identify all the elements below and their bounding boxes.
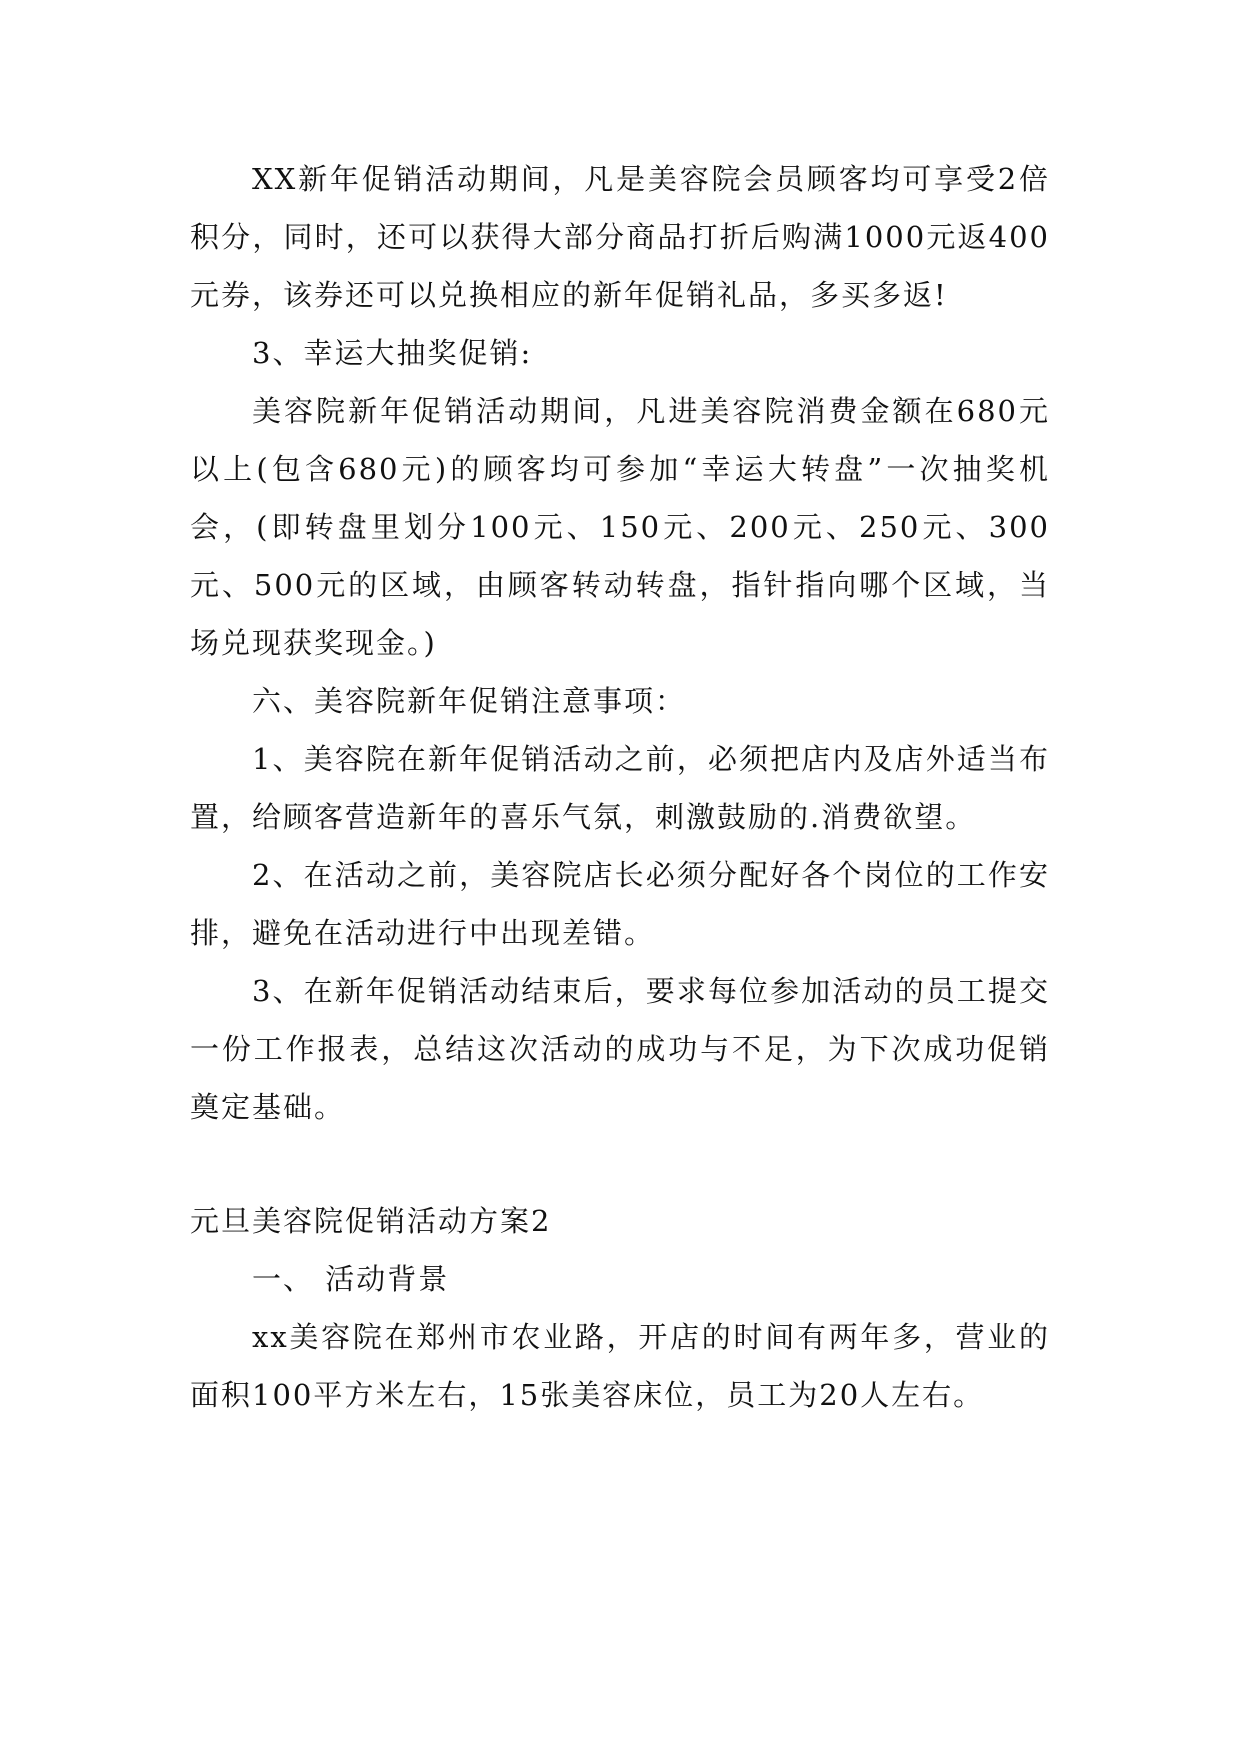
section-title: 元旦美容院促销活动方案2 bbox=[190, 1204, 552, 1238]
paragraph-note-1: 1、美容院在新年促销活动之前，必须把店内及店外适当布置，给顾客营造新年的喜乐气氛，刺激鼓励的.消费欲望。 bbox=[190, 742, 1050, 834]
paragraph-lucky-draw: 美容院新年促销活动期间，凡进美容院消费金额在680元以上(包含680元)的顾客均可参加“幸运大转盘”一次抽奖机会，(即转盘里划分100元、150元、200元、250元、300元、500元的区域，由顾客转动转盘，指针指向哪个区域，当场兑现获奖现金。) bbox=[190, 394, 1050, 660]
section-heading: 一、 活动背景 bbox=[252, 1262, 450, 1296]
paragraph-notes-heading: 六、美容院新年促销注意事项： bbox=[252, 684, 687, 718]
paragraph-note-3: 3、在新年促销活动结束后，要求每位参加活动的员工提交一份工作报表，总结这次活动的成功与不足，为下次成功促销奠定基础。 bbox=[190, 974, 1050, 1124]
section-paragraph: xx美容院在郑州市农业路，开店的时间有两年多，营业的面积100平方米左右，15张美容床位，员工为20人左右。 bbox=[190, 1320, 1050, 1412]
paragraph-note-2: 2、在活动之前，美容院店长必须分配好各个岗位的工作安排，避免在活动进行中出现差错。 bbox=[190, 858, 1050, 950]
paragraph-lucky-draw-heading: 3、幸运大抽奖促销: bbox=[252, 336, 533, 370]
document-body bbox=[190, 150, 1050, 1424]
paragraph-member-points: XX新年促销活动期间，凡是美容院会员顾客均可享受2倍积分，同时，还可以获得大部分商品打折后购满1000元返400元券，该券还可以兑换相应的新年促销礼品，多买多返! bbox=[190, 162, 1050, 312]
